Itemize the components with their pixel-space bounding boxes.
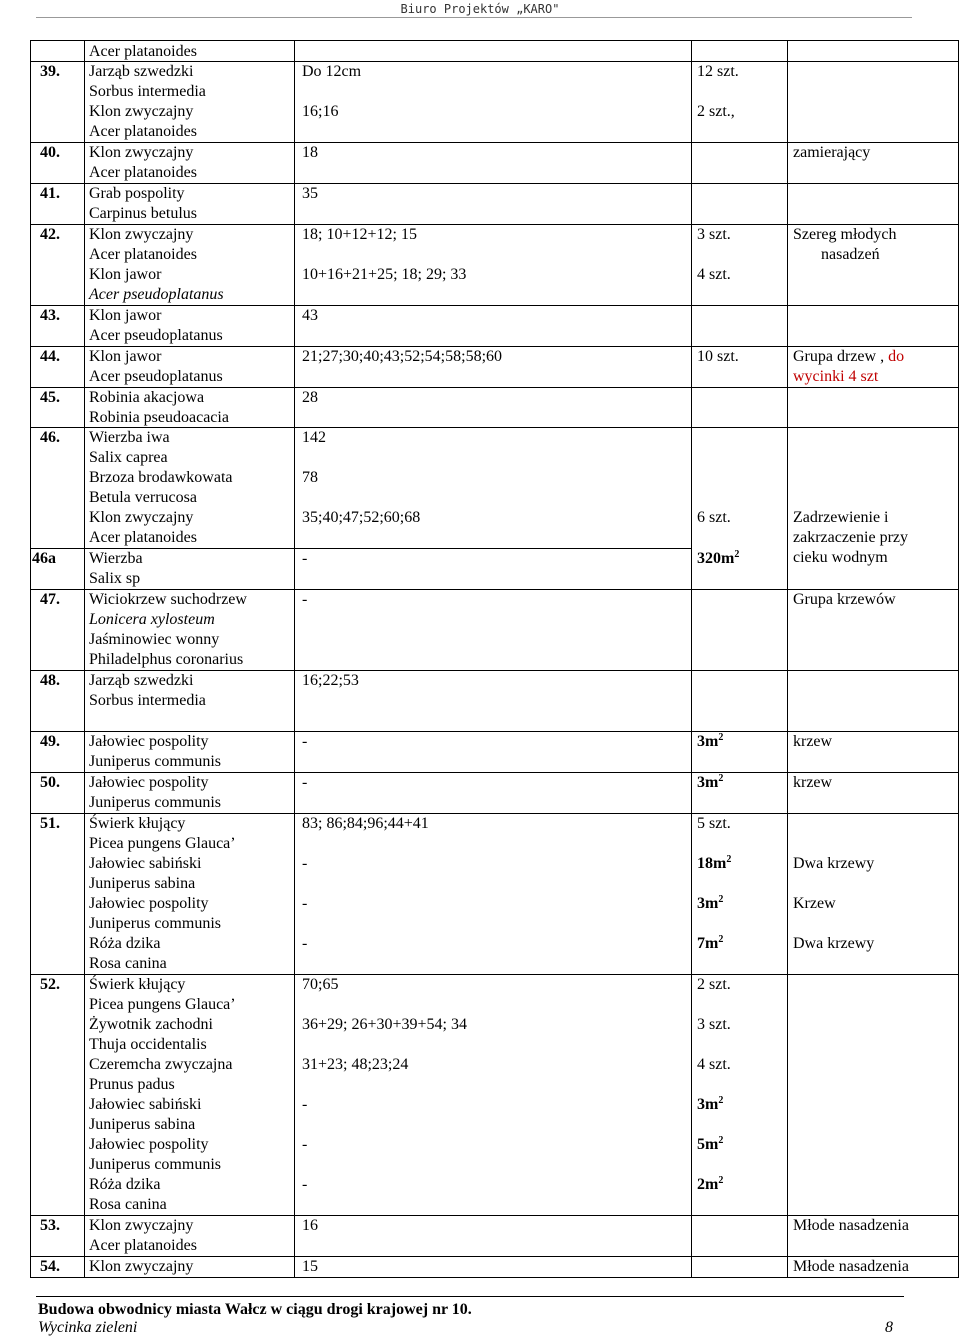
remark: krzew <box>793 733 833 750</box>
quantity: 2 szt., <box>697 103 735 120</box>
remark: nasadzeń <box>821 246 880 263</box>
species-name: Rosa canina <box>89 1196 167 1213</box>
quantity-area <box>697 934 723 954</box>
trunk-circumference: 15 <box>302 1258 318 1275</box>
species-name: Rosa canina <box>89 955 167 972</box>
species-name: Klon zwyczajny <box>89 509 194 526</box>
quantity: 10 szt. <box>697 348 739 365</box>
quantity-area <box>697 549 739 569</box>
species-name: Salix sp <box>89 570 141 587</box>
remark: Krzew <box>793 895 836 912</box>
row-number: 43. <box>40 307 60 324</box>
trunk-circumference: - <box>302 935 308 952</box>
trunk-circumference: 18; 10+12+12; 15 <box>302 226 417 243</box>
trunk-circumference: - <box>302 591 308 608</box>
trunk-circumference: 16;16 <box>302 103 339 120</box>
table-rule <box>294 40 295 1278</box>
species-name: Czeremcha zwyczajna <box>89 1056 233 1073</box>
row-number: 46. <box>40 429 60 446</box>
species-name: Jałowiec pospolity <box>89 1136 209 1153</box>
species-name: Philadelphus coronarius <box>89 651 244 668</box>
table-rule <box>958 40 959 1278</box>
remark: zakrzaczenie przy <box>793 529 909 546</box>
page-header: Biuro Projektów „KARO" <box>400 2 560 16</box>
table-rule <box>30 772 958 773</box>
trunk-circumference: 70;65 <box>302 976 339 993</box>
species-name: Acer platanoides <box>89 246 197 263</box>
area-exponent: 2 <box>726 854 732 865</box>
area-exponent: 2 <box>718 773 724 784</box>
area-value: 5m <box>697 1136 719 1153</box>
species-name: Juniperus sabina <box>89 1116 196 1133</box>
row-number: 49. <box>40 733 60 750</box>
table-rule <box>30 346 958 347</box>
species-name: Klon jawor <box>89 307 162 324</box>
species-name: Robinia pseudoacacia <box>89 409 229 426</box>
species-name: Jałowiec sabiński <box>89 855 202 872</box>
trunk-circumference: 35;40;47;52;60;68 <box>302 509 421 526</box>
footer-title: Budowa obwodnicy miasta Wałcz w ciągu drogi krajowej nr 10. <box>38 1301 472 1318</box>
quantity: 4 szt. <box>697 266 731 283</box>
trunk-circumference: 21;27;30;40;43;52;54;58;58;60 <box>302 348 503 365</box>
table-rule <box>30 1277 958 1278</box>
remark: Młode nasadzenia <box>793 1217 909 1234</box>
trunk-circumference: 83; 86;84;96;44+41 <box>302 815 429 832</box>
species-name: Jarząb szwedzki <box>89 63 194 80</box>
trunk-circumference: 16 <box>302 1217 318 1234</box>
table-rule <box>30 224 958 225</box>
species-name: Jałowiec pospolity <box>89 733 209 750</box>
species-name: Żywotnik zachodni <box>89 1016 213 1033</box>
remark: Dwa krzewy <box>793 935 875 952</box>
row-number: 39. <box>40 63 60 80</box>
species-name: Acer pseudoplatanus <box>89 327 223 344</box>
species-name: Picea pungens Glauca’ <box>89 835 236 852</box>
species-name: Juniperus communis <box>89 753 221 770</box>
trunk-circumference: 36+29; 26+30+39+54; 34 <box>302 1016 467 1033</box>
trunk-circumference: - <box>302 895 308 912</box>
species-name: Salix caprea <box>89 449 168 466</box>
trunk-circumference: 31+23; 48;23;24 <box>302 1056 409 1073</box>
remark: krzew <box>793 774 833 791</box>
trunk-circumference: 78 <box>302 469 318 486</box>
species-name: Brzoza brodawkowata <box>89 469 233 486</box>
species-name: Jałowiec sabiński <box>89 1096 202 1113</box>
remark: Zadrzewienie i <box>793 509 889 526</box>
area-value: 3m <box>697 733 719 750</box>
trunk-circumference: - <box>302 1136 308 1153</box>
row-number: 53. <box>40 1217 60 1234</box>
species-name: Carpinus betulus <box>89 205 197 222</box>
species-name: Klon jawor <box>89 348 162 365</box>
quantity: 3 szt. <box>697 226 731 243</box>
species-name: Wiciokrzew suchodrzew <box>89 591 247 608</box>
species-name: Robinia akacjowa <box>89 389 205 406</box>
area-exponent: 2 <box>718 1175 724 1186</box>
row-number: 51. <box>40 815 60 832</box>
area-exponent: 2 <box>718 894 724 905</box>
table-rule <box>691 40 692 1278</box>
table-rule <box>30 813 958 814</box>
remark: Młode nasadzenia <box>793 1258 909 1275</box>
species-name: Picea pungens Glauca’ <box>89 996 236 1013</box>
quantity-area <box>697 773 723 793</box>
row-number: 52. <box>40 976 60 993</box>
row-number: 50. <box>40 774 60 791</box>
trunk-circumference: 28 <box>302 389 318 406</box>
species-name: Klon zwyczajny <box>89 103 194 120</box>
species-name: Juniperus sabina <box>89 875 196 892</box>
species-name: Grab pospolity <box>89 185 185 202</box>
species-name: Jałowiec pospolity <box>89 895 209 912</box>
species-name: Thuja occidentalis <box>89 1036 207 1053</box>
species-name: Klon jawor <box>89 266 162 283</box>
remark: wycinki 4 szt <box>793 368 879 385</box>
remark-text: Grupa drzew , <box>793 348 885 365</box>
species-name: Jaśminowiec wonny <box>89 631 220 648</box>
area-value: 18m <box>697 855 727 872</box>
species-name: Sorbus intermedia <box>89 83 206 100</box>
species-name: Acer platanoides <box>89 1237 197 1254</box>
species-name: Juniperus communis <box>89 915 221 932</box>
quantity-area <box>697 854 731 874</box>
quantity-area <box>697 732 723 752</box>
quantity: 2 szt. <box>697 976 731 993</box>
area-value: 3m <box>697 895 719 912</box>
area-value: 320m <box>697 550 735 567</box>
table-rule <box>30 183 958 184</box>
table-rule <box>30 974 958 975</box>
table-rule <box>30 61 958 62</box>
table-rule <box>30 670 958 671</box>
species-name: Wierzba iwa <box>89 429 170 446</box>
trunk-circumference: 43 <box>302 307 318 324</box>
species-name: Świerk kłujący <box>89 976 186 993</box>
row-number: 54. <box>40 1258 60 1275</box>
species-name: Sorbus intermedia <box>89 692 206 709</box>
species-name: Juniperus communis <box>89 794 221 811</box>
quantity-area <box>697 1175 723 1195</box>
remark-text-red: do <box>884 348 905 365</box>
header-divider <box>36 17 912 18</box>
trunk-circumference: - <box>302 550 308 567</box>
quantity: 6 szt. <box>697 509 731 526</box>
table-rule <box>30 40 31 1278</box>
table-rule <box>30 40 958 41</box>
quantity: 12 szt. <box>697 63 739 80</box>
remark: Dwa krzewy <box>793 855 875 872</box>
species-name: Acer pseudoplatanus <box>89 368 223 385</box>
area-value: 7m <box>697 935 719 952</box>
trunk-circumference: 35 <box>302 185 318 202</box>
area-value: 3m <box>697 774 719 791</box>
row-number: 45. <box>40 389 60 406</box>
page-number: 8 <box>885 1319 893 1336</box>
species-name: Acer pseudoplatanus <box>89 286 224 303</box>
trunk-circumference: - <box>302 733 308 750</box>
species-name: Acer platanoides <box>89 43 197 60</box>
quantity: 5 szt. <box>697 815 731 832</box>
area-exponent: 2 <box>718 732 724 743</box>
table-rule <box>30 1256 958 1257</box>
species-name: Klon zwyczajny <box>89 1217 194 1234</box>
row-number: 44. <box>40 348 60 365</box>
species-name: Betula verrucosa <box>89 489 197 506</box>
footer-divider <box>36 1296 904 1297</box>
table-rule <box>30 731 958 732</box>
trunk-circumference: - <box>302 855 308 872</box>
quantity-area <box>697 894 723 914</box>
quantity: 3 szt. <box>697 1016 731 1033</box>
table-rule <box>30 305 958 306</box>
quantity-area <box>697 1095 723 1115</box>
species-name: Wierzba <box>89 550 143 567</box>
table-rule <box>30 142 958 143</box>
species-name: Świerk kłujący <box>89 815 186 832</box>
remark: Grupa krzewów <box>793 591 896 608</box>
table-rule <box>84 40 85 1278</box>
species-name: Juniperus communis <box>89 1156 221 1173</box>
area-exponent: 2 <box>718 934 724 945</box>
table-rule <box>30 387 958 388</box>
species-name: Acer platanoides <box>89 529 197 546</box>
row-number: 42. <box>40 226 60 243</box>
remark: cieku wodnym <box>793 549 888 566</box>
table-rule <box>30 1215 958 1216</box>
trunk-circumference: 18 <box>302 144 318 161</box>
row-number: 41. <box>40 185 60 202</box>
footer-subtitle: Wycinka zieleni <box>38 1319 138 1336</box>
species-name: Jałowiec pospolity <box>89 774 209 791</box>
species-name: Lonicera xylosteum <box>89 611 215 628</box>
species-name: Klon zwyczajny <box>89 226 194 243</box>
trunk-circumference: Do 12cm <box>302 63 362 80</box>
quantity: 4 szt. <box>697 1056 731 1073</box>
area-exponent: 2 <box>734 549 740 560</box>
remark: Szereg młodych <box>793 226 897 243</box>
quantity-area <box>697 1135 723 1155</box>
species-name: Jarząb szwedzki <box>89 672 194 689</box>
row-number: 46a <box>32 550 56 567</box>
area-exponent: 2 <box>718 1095 724 1106</box>
remark <box>793 347 904 367</box>
row-number: 47. <box>40 591 60 608</box>
trunk-circumference: 16;22;53 <box>302 672 359 689</box>
species-name: Róża dzika <box>89 935 161 952</box>
remark: zamierający <box>793 144 871 161</box>
trunk-circumference: - <box>302 1176 308 1193</box>
table-rule <box>30 589 958 590</box>
area-value: 3m <box>697 1096 719 1113</box>
trunk-circumference: - <box>302 1096 308 1113</box>
trunk-circumference: 10+16+21+25; 18; 29; 33 <box>302 266 467 283</box>
table-rule <box>787 40 788 1278</box>
species-name: Klon zwyczajny <box>89 144 194 161</box>
trunk-circumference: - <box>302 774 308 791</box>
table-rule <box>30 548 691 549</box>
area-value: 2m <box>697 1176 719 1193</box>
trunk-circumference: 142 <box>302 429 326 446</box>
row-number: 48. <box>40 672 60 689</box>
area-exponent: 2 <box>718 1135 724 1146</box>
species-name: Róża dzika <box>89 1176 161 1193</box>
species-name: Acer platanoides <box>89 164 197 181</box>
species-name: Acer platanoides <box>89 123 197 140</box>
row-number: 40. <box>40 144 60 161</box>
species-name: Klon zwyczajny <box>89 1258 194 1275</box>
table-rule <box>30 427 958 428</box>
species-name: Prunus padus <box>89 1076 175 1093</box>
